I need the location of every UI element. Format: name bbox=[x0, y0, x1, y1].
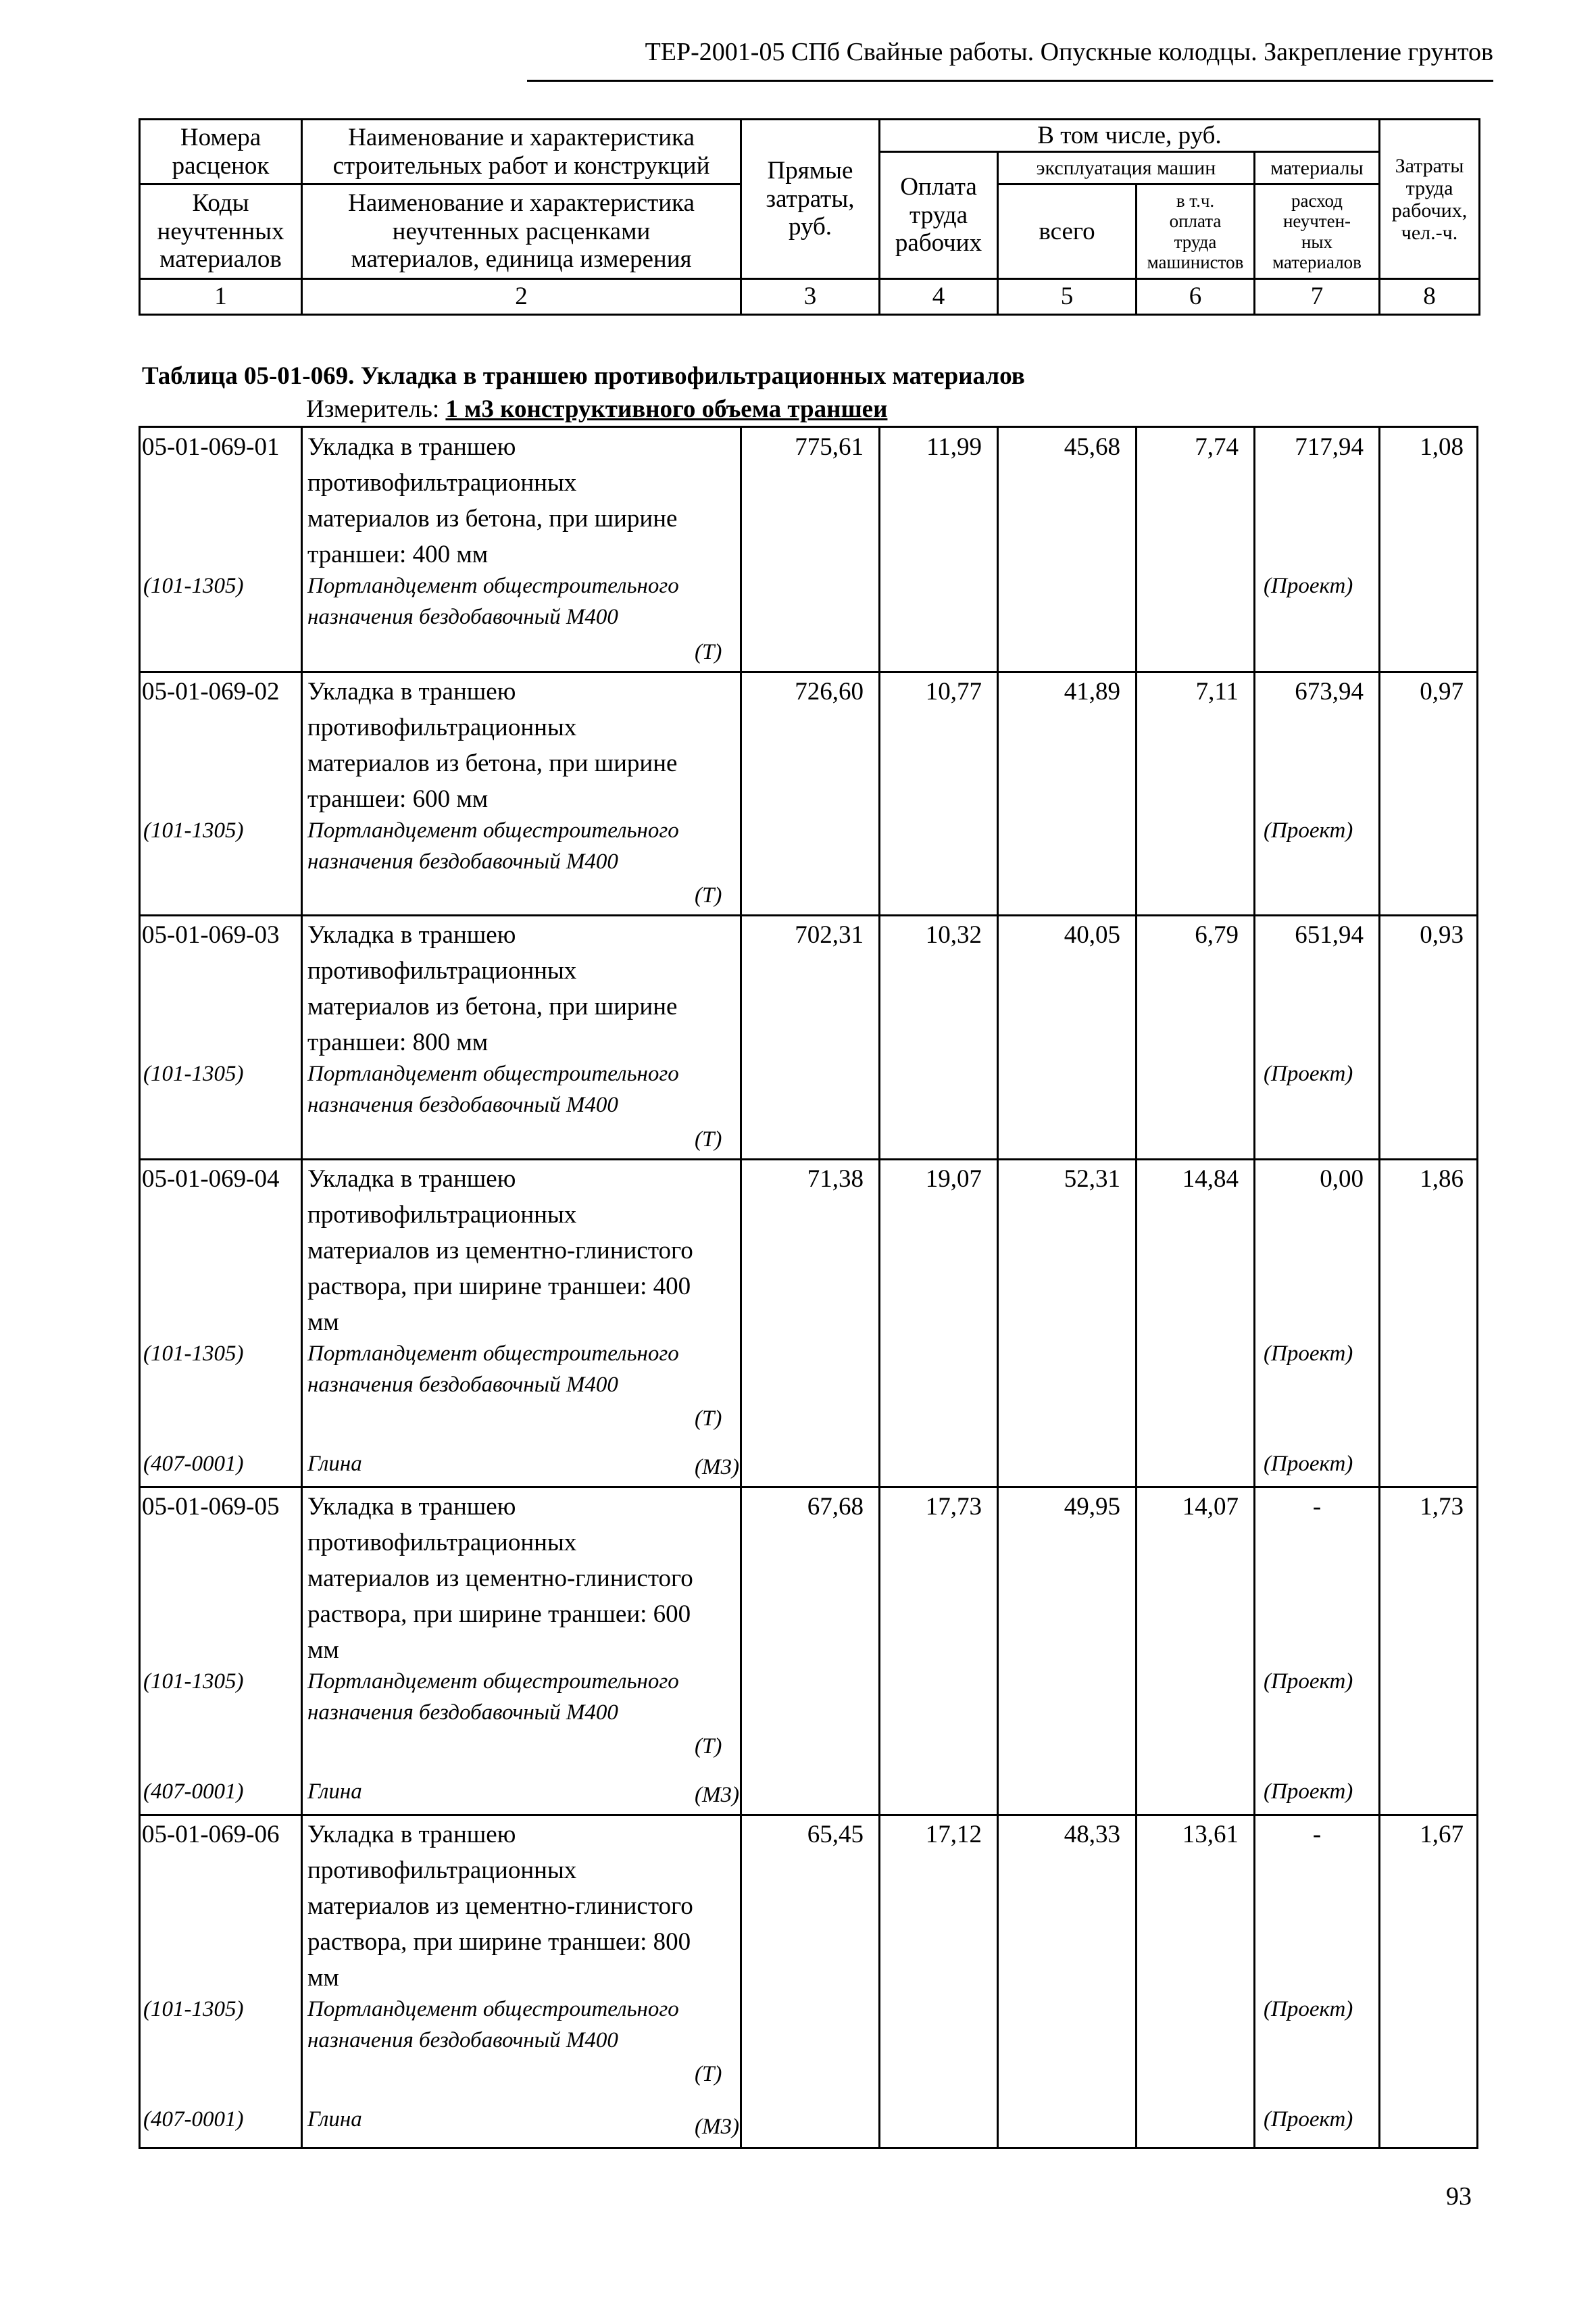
col-number: 5 bbox=[998, 279, 1137, 315]
work-name-line: материалов из цементно-глинистого bbox=[307, 1565, 693, 1592]
work-name-line: материалов из цементно-глинистого bbox=[307, 1237, 693, 1264]
work-name-line: мм bbox=[307, 1308, 339, 1336]
material-unit: (Т) bbox=[695, 1127, 722, 1152]
value-mach-labor: 7,11 bbox=[1195, 678, 1239, 706]
value-materials: 0,00 bbox=[1320, 1165, 1364, 1193]
value-labor: 11,99 bbox=[926, 433, 982, 461]
material-note: (Проект) bbox=[1264, 1779, 1353, 1804]
value-direct: 67,68 bbox=[807, 1493, 864, 1521]
measure-line: Измеритель: 1 м3 конструктивного объема траншеи bbox=[306, 395, 888, 423]
work-name-line: материалов из цементно-глинистого bbox=[307, 1892, 693, 1920]
value-materials: 717,94 bbox=[1295, 433, 1364, 461]
work-name-line: раствора, при ширине траншеи: 600 bbox=[307, 1600, 691, 1628]
material-name-line: Глина bbox=[307, 1779, 362, 1804]
work-name-line: материалов из бетона, при ширине bbox=[307, 749, 678, 777]
material-name-line: назначения бездобавочный М400 bbox=[307, 605, 618, 629]
material-name-line: Глина bbox=[307, 1452, 362, 1476]
material-code: (101-1305) bbox=[143, 1062, 244, 1086]
material-code: (101-1305) bbox=[143, 1997, 244, 2021]
material-note: (Проект) bbox=[1264, 818, 1353, 843]
running-header: ТЕР-2001-05 СПб Свайные работы. Опускные колодцы. Закрепление грунтов bbox=[645, 38, 1493, 66]
work-name-line: Укладка в траншею bbox=[307, 1821, 516, 1848]
value-mach-total: 49,95 bbox=[1064, 1493, 1120, 1521]
material-code: (101-1305) bbox=[143, 1669, 244, 1694]
value-hours: 1,08 bbox=[1420, 433, 1464, 461]
value-mach-labor: 7,74 bbox=[1195, 433, 1239, 461]
material-unit: (Т) bbox=[695, 640, 722, 664]
work-name-line: противофильтрационных bbox=[307, 957, 577, 985]
work-name-line: противофильтрационных bbox=[307, 1856, 577, 1884]
table-title: Таблица 05-01-069. Укладка в траншею противофильтрационных материалов bbox=[142, 362, 1025, 390]
work-name-line: Укладка в траншею bbox=[307, 1493, 516, 1521]
col7-heading: расход неучтен- ных материалов bbox=[1255, 184, 1380, 279]
material-unit: (Т) bbox=[695, 883, 722, 908]
value-labor: 17,12 bbox=[925, 1821, 982, 1848]
work-name-line: противофильтрационных bbox=[307, 1201, 577, 1229]
work-name-line: мм bbox=[307, 1964, 339, 1992]
col3-heading: Прямые затраты, руб. bbox=[741, 120, 880, 279]
material-name-line: Глина bbox=[307, 2107, 362, 2132]
rate-code: 05-01-069-05 bbox=[142, 1493, 280, 1521]
col-number: 2 bbox=[302, 279, 741, 315]
material-name-line: назначения бездобавочный М400 bbox=[307, 1373, 618, 1397]
material-name-line: Портландцемент общестроительного bbox=[307, 1669, 679, 1694]
material-code: (407-0001) bbox=[143, 2107, 244, 2132]
col4-heading: Оплата труда рабочих bbox=[880, 152, 998, 279]
work-name-line: раствора, при ширине траншеи: 400 bbox=[307, 1273, 691, 1300]
value-mach-total: 45,68 bbox=[1064, 433, 1120, 461]
value-mach-labor: 13,61 bbox=[1182, 1821, 1239, 1848]
value-direct: 726,60 bbox=[795, 678, 864, 706]
value-materials: - bbox=[1312, 1493, 1322, 1521]
header-rule bbox=[527, 80, 1493, 82]
rates-table-body bbox=[139, 426, 1478, 2149]
material-name-line: Портландцемент общестроительного bbox=[307, 574, 679, 598]
value-direct: 65,45 bbox=[807, 1821, 864, 1848]
value-hours: 1,73 bbox=[1420, 1493, 1464, 1521]
material-note: (Проект) bbox=[1264, 2107, 1353, 2132]
work-name-line: Укладка в траншею bbox=[307, 921, 516, 949]
value-mach-total: 40,05 bbox=[1064, 921, 1120, 949]
col-number: 1 bbox=[140, 279, 302, 315]
work-name-line: материалов из бетона, при ширине bbox=[307, 505, 678, 533]
rate-code: 05-01-069-01 bbox=[142, 433, 280, 461]
group-heading: В том числе, руб. bbox=[880, 120, 1380, 152]
rate-code: 05-01-069-06 bbox=[142, 1821, 280, 1848]
work-name-line: материалов из бетона, при ширине bbox=[307, 993, 678, 1020]
value-mach-labor: 14,84 bbox=[1182, 1165, 1239, 1193]
material-unit: (М3) bbox=[695, 1455, 739, 1479]
row-divider bbox=[141, 671, 1476, 673]
row-divider bbox=[141, 1814, 1476, 1816]
value-direct: 702,31 bbox=[795, 921, 864, 949]
row-divider bbox=[141, 1486, 1476, 1488]
value-mach-total: 48,33 bbox=[1064, 1821, 1120, 1848]
material-unit: (М3) bbox=[695, 2115, 739, 2139]
material-name-line: Портландцемент общестроительного bbox=[307, 818, 679, 843]
value-hours: 1,86 bbox=[1420, 1165, 1464, 1193]
work-name-line: Укладка в траншею bbox=[307, 433, 516, 461]
col2-bottom-heading: Наименование и характеристика неучтенных расценками материалов, единица измерения bbox=[302, 184, 741, 279]
rate-code: 05-01-069-02 bbox=[142, 678, 280, 706]
col2-top-heading: Наименование и характеристика строительных работ и конструкций bbox=[302, 120, 741, 184]
column-header-table bbox=[139, 118, 1480, 316]
col5-heading: всего bbox=[998, 184, 1137, 279]
work-name-line: противофильтрационных bbox=[307, 714, 577, 741]
work-name-line: противофильтрационных bbox=[307, 469, 577, 497]
material-name-line: назначения бездобавочный М400 bbox=[307, 1093, 618, 1117]
col8-heading: Затраты труда рабочих, чел.-ч. bbox=[1380, 120, 1480, 279]
col-number: 4 bbox=[880, 279, 998, 315]
materials-heading: материалы bbox=[1255, 152, 1380, 184]
col-number: 3 bbox=[741, 279, 880, 315]
col-number: 7 bbox=[1255, 279, 1380, 315]
rate-code: 05-01-069-04 bbox=[142, 1165, 280, 1193]
value-materials: 673,94 bbox=[1295, 678, 1364, 706]
value-hours: 1,67 bbox=[1420, 1821, 1464, 1848]
work-name-line: траншеи: 800 мм bbox=[307, 1029, 489, 1056]
material-name-line: Портландцемент общестроительного bbox=[307, 1062, 679, 1086]
row-divider bbox=[141, 1158, 1476, 1160]
col-number: 6 bbox=[1137, 279, 1255, 315]
material-name-line: назначения бездобавочный М400 bbox=[307, 1700, 618, 1725]
material-code: (407-0001) bbox=[143, 1779, 244, 1804]
col1-bottom-heading: Коды неучтенных материалов bbox=[140, 184, 302, 279]
material-code: (101-1305) bbox=[143, 818, 244, 843]
row-divider bbox=[141, 914, 1476, 916]
material-name-line: назначения бездобавочный М400 bbox=[307, 850, 618, 874]
work-name-line: мм bbox=[307, 1636, 339, 1664]
material-note: (Проект) bbox=[1264, 1997, 1353, 2021]
value-labor: 10,77 bbox=[925, 678, 982, 706]
value-direct: 775,61 bbox=[795, 433, 864, 461]
material-code: (101-1305) bbox=[143, 574, 244, 598]
material-unit: (М3) bbox=[695, 1783, 739, 1807]
value-labor: 19,07 bbox=[925, 1165, 982, 1193]
value-materials: 651,94 bbox=[1295, 921, 1364, 949]
value-hours: 0,97 bbox=[1420, 678, 1464, 706]
material-note: (Проект) bbox=[1264, 1669, 1353, 1694]
material-note: (Проект) bbox=[1264, 1452, 1353, 1476]
material-note: (Проект) bbox=[1264, 1341, 1353, 1366]
material-code: (101-1305) bbox=[143, 1341, 244, 1366]
work-name-line: Укладка в траншею bbox=[307, 1165, 516, 1193]
value-materials: - bbox=[1312, 1821, 1322, 1848]
material-unit: (Т) bbox=[695, 1734, 722, 1758]
value-mach-labor: 6,79 bbox=[1195, 921, 1239, 949]
value-mach-labor: 14,07 bbox=[1182, 1493, 1239, 1521]
work-name-line: противофильтрационных bbox=[307, 1529, 577, 1556]
material-name-line: назначения бездобавочный М400 bbox=[307, 2028, 618, 2052]
value-hours: 0,93 bbox=[1420, 921, 1464, 949]
value-direct: 71,38 bbox=[807, 1165, 864, 1193]
value-labor: 17,73 bbox=[925, 1493, 982, 1521]
rate-code: 05-01-069-03 bbox=[142, 921, 280, 949]
work-name-line: траншеи: 600 мм bbox=[307, 785, 489, 813]
material-code: (407-0001) bbox=[143, 1452, 244, 1476]
material-note: (Проект) bbox=[1264, 574, 1353, 598]
col-number: 8 bbox=[1380, 279, 1480, 315]
col1-top-heading: Номера расценок bbox=[140, 120, 302, 184]
value-mach-total: 52,31 bbox=[1064, 1165, 1120, 1193]
material-unit: (Т) bbox=[695, 2062, 722, 2086]
work-name-line: Укладка в траншею bbox=[307, 678, 516, 706]
material-name-line: Портландцемент общестроительного bbox=[307, 1341, 679, 1366]
value-mach-total: 41,89 bbox=[1064, 678, 1120, 706]
material-note: (Проект) bbox=[1264, 1062, 1353, 1086]
material-unit: (Т) bbox=[695, 1406, 722, 1431]
col6-heading: в т.ч. оплата труда машинистов bbox=[1137, 184, 1255, 279]
material-name-line: Портландцемент общестроительного bbox=[307, 1997, 679, 2021]
page-number: 93 bbox=[1446, 2182, 1472, 2211]
work-name-line: траншеи: 400 мм bbox=[307, 541, 489, 568]
value-labor: 10,32 bbox=[925, 921, 982, 949]
machines-heading: эксплуатация машин bbox=[998, 152, 1255, 184]
column-divider bbox=[301, 428, 303, 2147]
work-name-line: раствора, при ширине траншеи: 800 bbox=[307, 1928, 691, 1956]
